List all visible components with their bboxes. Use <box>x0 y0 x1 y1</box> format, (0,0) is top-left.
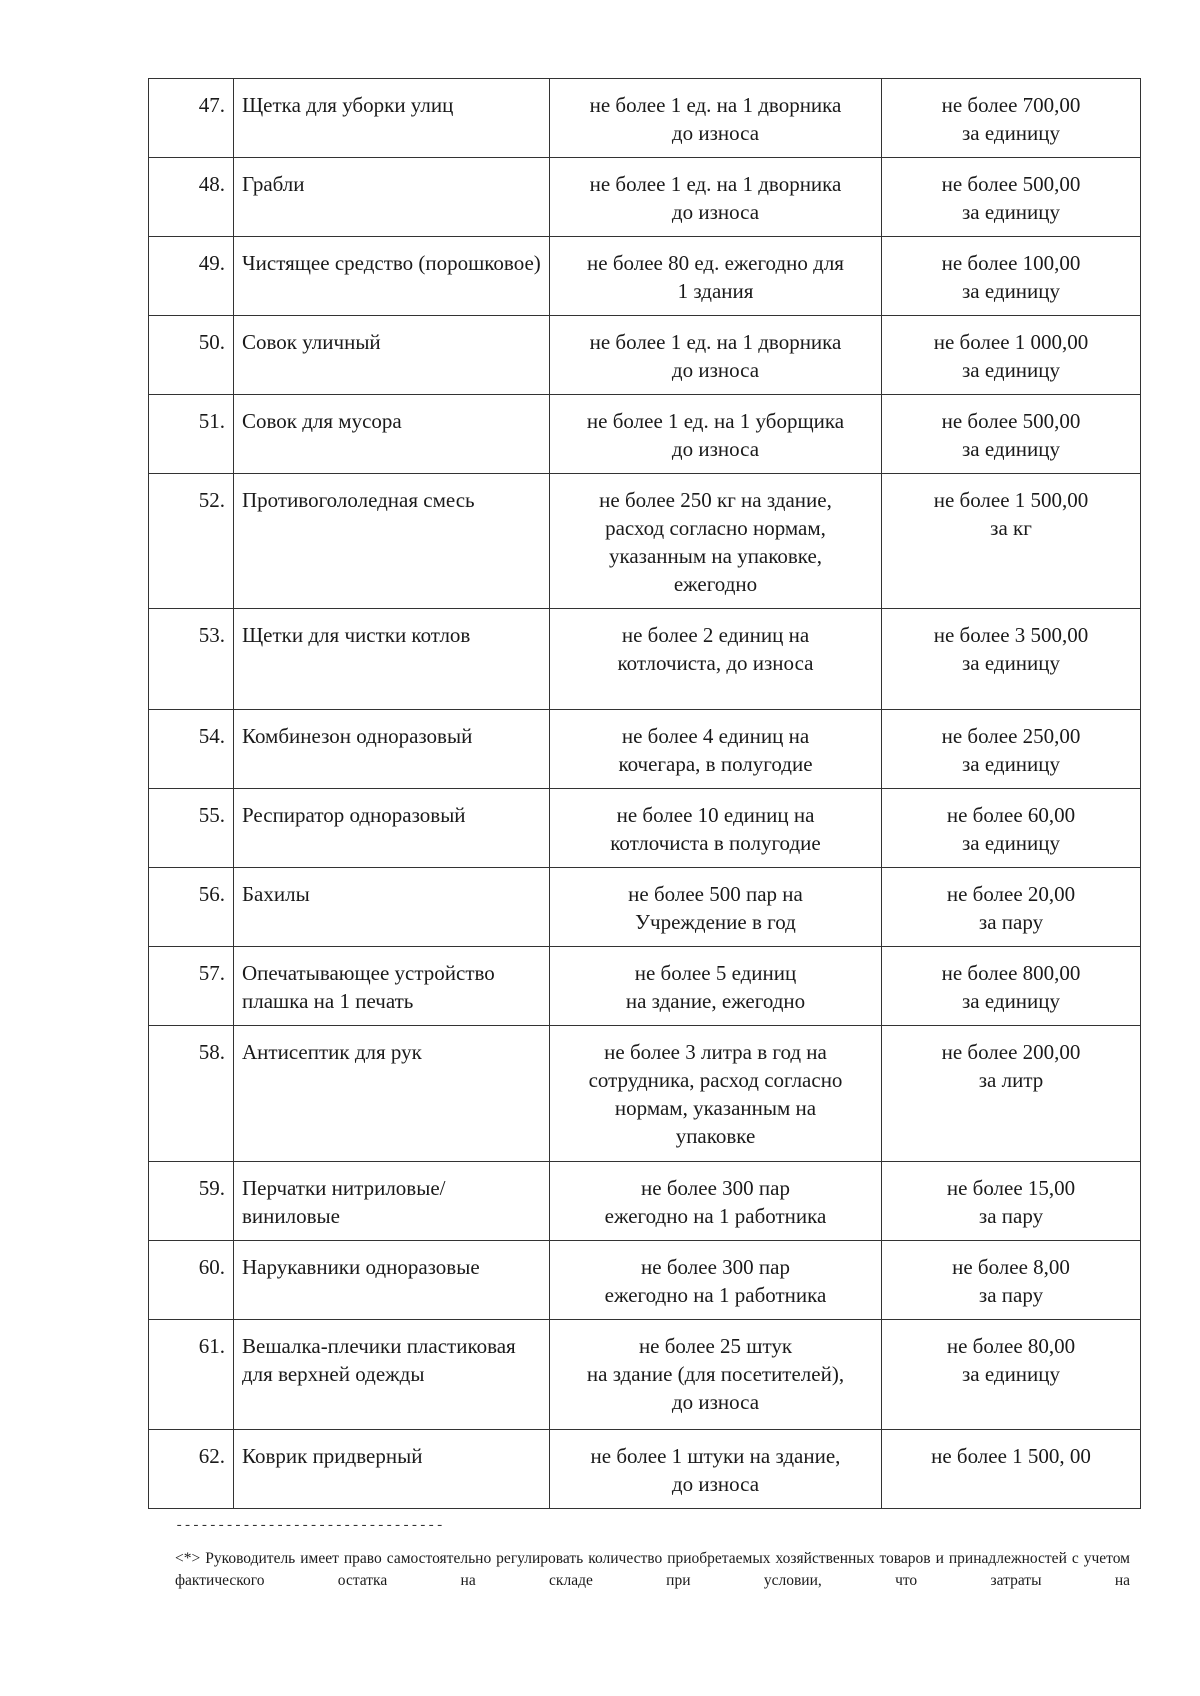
item-price-norm <box>882 79 1141 158</box>
item-price-norm <box>882 474 1141 609</box>
item-price-norm <box>882 316 1141 395</box>
quantity-line: 1 здания <box>677 279 754 303</box>
table-row <box>149 237 1141 316</box>
price-line: за единицу <box>961 279 1061 303</box>
item-quantity-norm <box>550 947 882 1026</box>
row-number: 61. <box>149 1320 234 1430</box>
item-name: Совок для мусора <box>234 395 550 474</box>
quantity-line: не более 300 пар <box>641 1176 790 1200</box>
quantity-line: не более 1 ед. на 1 дворника <box>589 93 842 117</box>
item-price-norm <box>882 237 1141 316</box>
quantity-line: до износа <box>671 437 760 461</box>
price-line: за единицу <box>961 752 1061 776</box>
quantity-line: не более 25 штук <box>638 1334 793 1358</box>
row-number: 48. <box>149 158 234 237</box>
item-name: Респиратор одноразовый <box>234 789 550 868</box>
table-row <box>149 395 1141 474</box>
quantity-line: нормам, указанным на <box>614 1096 817 1120</box>
row-number: 58. <box>149 1026 234 1162</box>
quantity-line: не более 2 единиц на <box>621 623 810 647</box>
quantity-line: не более 5 единиц <box>634 961 797 985</box>
row-number: 62. <box>149 1430 234 1509</box>
item-name: Бахилы <box>234 868 550 947</box>
quantity-line: ежегодно на 1 работника <box>604 1283 827 1307</box>
quantity-line: не более 1 ед. на 1 дворника <box>589 330 842 354</box>
quantity-line: сотрудника, расход согласно <box>588 1068 843 1092</box>
item-price-norm <box>882 1026 1141 1162</box>
item-quantity-norm <box>550 1430 882 1509</box>
item-quantity-norm <box>550 868 882 947</box>
quantity-line: до износа <box>671 358 760 382</box>
price-line: за кг <box>990 516 1032 540</box>
item-price-norm <box>882 710 1141 789</box>
price-line: за единицу <box>961 989 1061 1013</box>
price-line: не более 15,00 <box>946 1176 1076 1200</box>
norms-table <box>148 78 1141 1509</box>
quantity-line: не более 1 штуки на здание, <box>590 1444 841 1468</box>
row-number: 49. <box>149 237 234 316</box>
quantity-line: на здание (для посетителей), <box>586 1362 845 1386</box>
row-number: 51. <box>149 395 234 474</box>
item-quantity-norm <box>550 237 882 316</box>
item-quantity-norm <box>550 474 882 609</box>
item-name: Нарукавники одноразовые <box>234 1241 550 1320</box>
price-line: не более 800,00 <box>941 961 1081 985</box>
table-row <box>149 79 1141 158</box>
row-number: 56. <box>149 868 234 947</box>
price-line: за пару <box>978 1283 1044 1307</box>
price-line: за пару <box>978 910 1044 934</box>
price-line: за единицу <box>961 651 1061 675</box>
table-row <box>149 789 1141 868</box>
item-name: Щетка для уборки улиц <box>234 79 550 158</box>
item-name: Совок уличный <box>234 316 550 395</box>
item-quantity-norm <box>550 609 882 710</box>
price-line: не более 100,00 <box>941 251 1081 275</box>
item-quantity-norm <box>550 1241 882 1320</box>
table-row <box>149 710 1141 789</box>
price-line: за единицу <box>961 831 1061 855</box>
footnote-separator: -------------------------------- <box>175 1518 444 1534</box>
quantity-line: расход согласно нормам, <box>605 516 826 540</box>
quantity-line: до износа <box>671 1472 760 1496</box>
quantity-line: на здание, ежегодно <box>625 989 806 1013</box>
item-name: Вешалка-плечики пластиковая для верхней одежды <box>234 1320 550 1430</box>
item-quantity-norm <box>550 1320 882 1430</box>
item-name: Противогололедная смесь <box>234 474 550 609</box>
row-number: 52. <box>149 474 234 609</box>
price-line: за единицу <box>961 437 1061 461</box>
price-line: не более 250,00 <box>941 724 1081 748</box>
item-name: Перчатки нитриловые/виниловые <box>234 1162 550 1241</box>
item-name: Комбинезон одноразовый <box>234 710 550 789</box>
price-line: не более 1 000,00 <box>933 330 1089 354</box>
item-quantity-norm <box>550 1162 882 1241</box>
quantity-line: до износа <box>671 121 760 145</box>
price-line: не более 500,00 <box>941 172 1081 196</box>
item-price-norm <box>882 1430 1141 1509</box>
item-name: Коврик придверный <box>234 1430 550 1509</box>
item-name: Опечатывающее устройство плашка на 1 печать <box>234 947 550 1026</box>
item-price-norm <box>882 1241 1141 1320</box>
item-quantity-norm <box>550 79 882 158</box>
row-number: 47. <box>149 79 234 158</box>
item-price-norm <box>882 609 1141 710</box>
price-line: не более 500,00 <box>941 409 1081 433</box>
item-price-norm <box>882 1320 1141 1430</box>
row-number: 59. <box>149 1162 234 1241</box>
norms-table-body <box>149 79 1141 1509</box>
table-row <box>149 1430 1141 1509</box>
price-line: за пару <box>978 1204 1044 1228</box>
table-row <box>149 158 1141 237</box>
quantity-line: до износа <box>671 1390 760 1414</box>
quantity-line: котлочиста, до износа <box>617 651 814 675</box>
quantity-line: ежегодно на 1 работника <box>604 1204 827 1228</box>
quantity-line: не более 1 ед. на 1 дворника <box>589 172 842 196</box>
quantity-line: кочегара, в полугодие <box>618 752 813 776</box>
item-quantity-norm <box>550 1026 882 1162</box>
item-name: Щетки для чистки котлов <box>234 609 550 710</box>
quantity-line: не более 300 пар <box>641 1255 790 1279</box>
row-number: 53. <box>149 609 234 710</box>
quantity-line: указанным на упаковке, <box>608 544 823 568</box>
quantity-line: ежегодно <box>673 572 758 596</box>
item-name: Чистящее средство (порошковое) <box>234 237 550 316</box>
price-line: не более 80,00 <box>946 1334 1076 1358</box>
price-line: за единицу <box>961 121 1061 145</box>
row-number: 60. <box>149 1241 234 1320</box>
item-name: Антисептик для рук <box>234 1026 550 1162</box>
quantity-line: не более 1 ед. на 1 уборщика <box>586 409 845 433</box>
item-quantity-norm <box>550 789 882 868</box>
table-row <box>149 1320 1141 1430</box>
row-number: 54. <box>149 710 234 789</box>
footnote <box>175 1518 1130 1592</box>
table-row <box>149 1026 1141 1162</box>
quantity-line: Учреждение в год <box>635 910 796 934</box>
price-line: за единицу <box>961 358 1061 382</box>
table-row <box>149 1162 1141 1241</box>
row-number: 50. <box>149 316 234 395</box>
table-row <box>149 609 1141 710</box>
price-line: за единицу <box>961 200 1061 224</box>
item-quantity-norm <box>550 316 882 395</box>
table-row <box>149 868 1141 947</box>
item-price-norm <box>882 158 1141 237</box>
price-line: не более 20,00 <box>946 882 1076 906</box>
quantity-line: не более 3 литра в год на <box>604 1040 827 1064</box>
item-quantity-norm <box>550 710 882 789</box>
quantity-line: не более 80 ед. ежегодно для <box>587 251 844 275</box>
item-price-norm <box>882 1162 1141 1241</box>
item-price-norm <box>882 395 1141 474</box>
quantity-line: не более 10 единиц на <box>616 803 815 827</box>
quantity-line: до износа <box>671 200 760 224</box>
quantity-line: упаковке <box>675 1124 756 1148</box>
item-price-norm <box>882 789 1141 868</box>
price-line: не более 3 500,00 <box>933 623 1089 647</box>
quantity-line: котлочиста в полугодие <box>610 831 821 855</box>
quantity-line: не более 4 единиц на <box>621 724 810 748</box>
table-row <box>149 947 1141 1026</box>
item-name: Грабли <box>234 158 550 237</box>
item-quantity-norm <box>550 395 882 474</box>
table-row <box>149 474 1141 609</box>
item-quantity-norm <box>550 158 882 237</box>
price-line: не более 1 500, 00 <box>931 1444 1091 1468</box>
quantity-line: не более 250 кг на здание, <box>599 488 832 512</box>
item-price-norm <box>882 947 1141 1026</box>
price-line: не более 1 500,00 <box>933 488 1089 512</box>
table-row <box>149 1241 1141 1320</box>
price-line: не более 8,00 <box>952 1255 1070 1279</box>
price-line: за единицу <box>961 1362 1061 1386</box>
price-line: не более 700,00 <box>941 93 1081 117</box>
row-number: 57. <box>149 947 234 1026</box>
price-line: не более 200,00 <box>941 1040 1081 1064</box>
footnote-text: <*> Руководитель имеет право самостоятельно регулировать количество приобретаемых хозяйственных товаров и принадлежностей с учетом фактического остатка на складе при условии, что затраты на <box>175 1550 1130 1589</box>
price-line: за литр <box>978 1068 1044 1092</box>
item-price-norm <box>882 868 1141 947</box>
row-number: 55. <box>149 789 234 868</box>
price-line: не более 60,00 <box>946 803 1076 827</box>
table-row <box>149 316 1141 395</box>
quantity-line: не более 500 пар на <box>628 882 803 906</box>
